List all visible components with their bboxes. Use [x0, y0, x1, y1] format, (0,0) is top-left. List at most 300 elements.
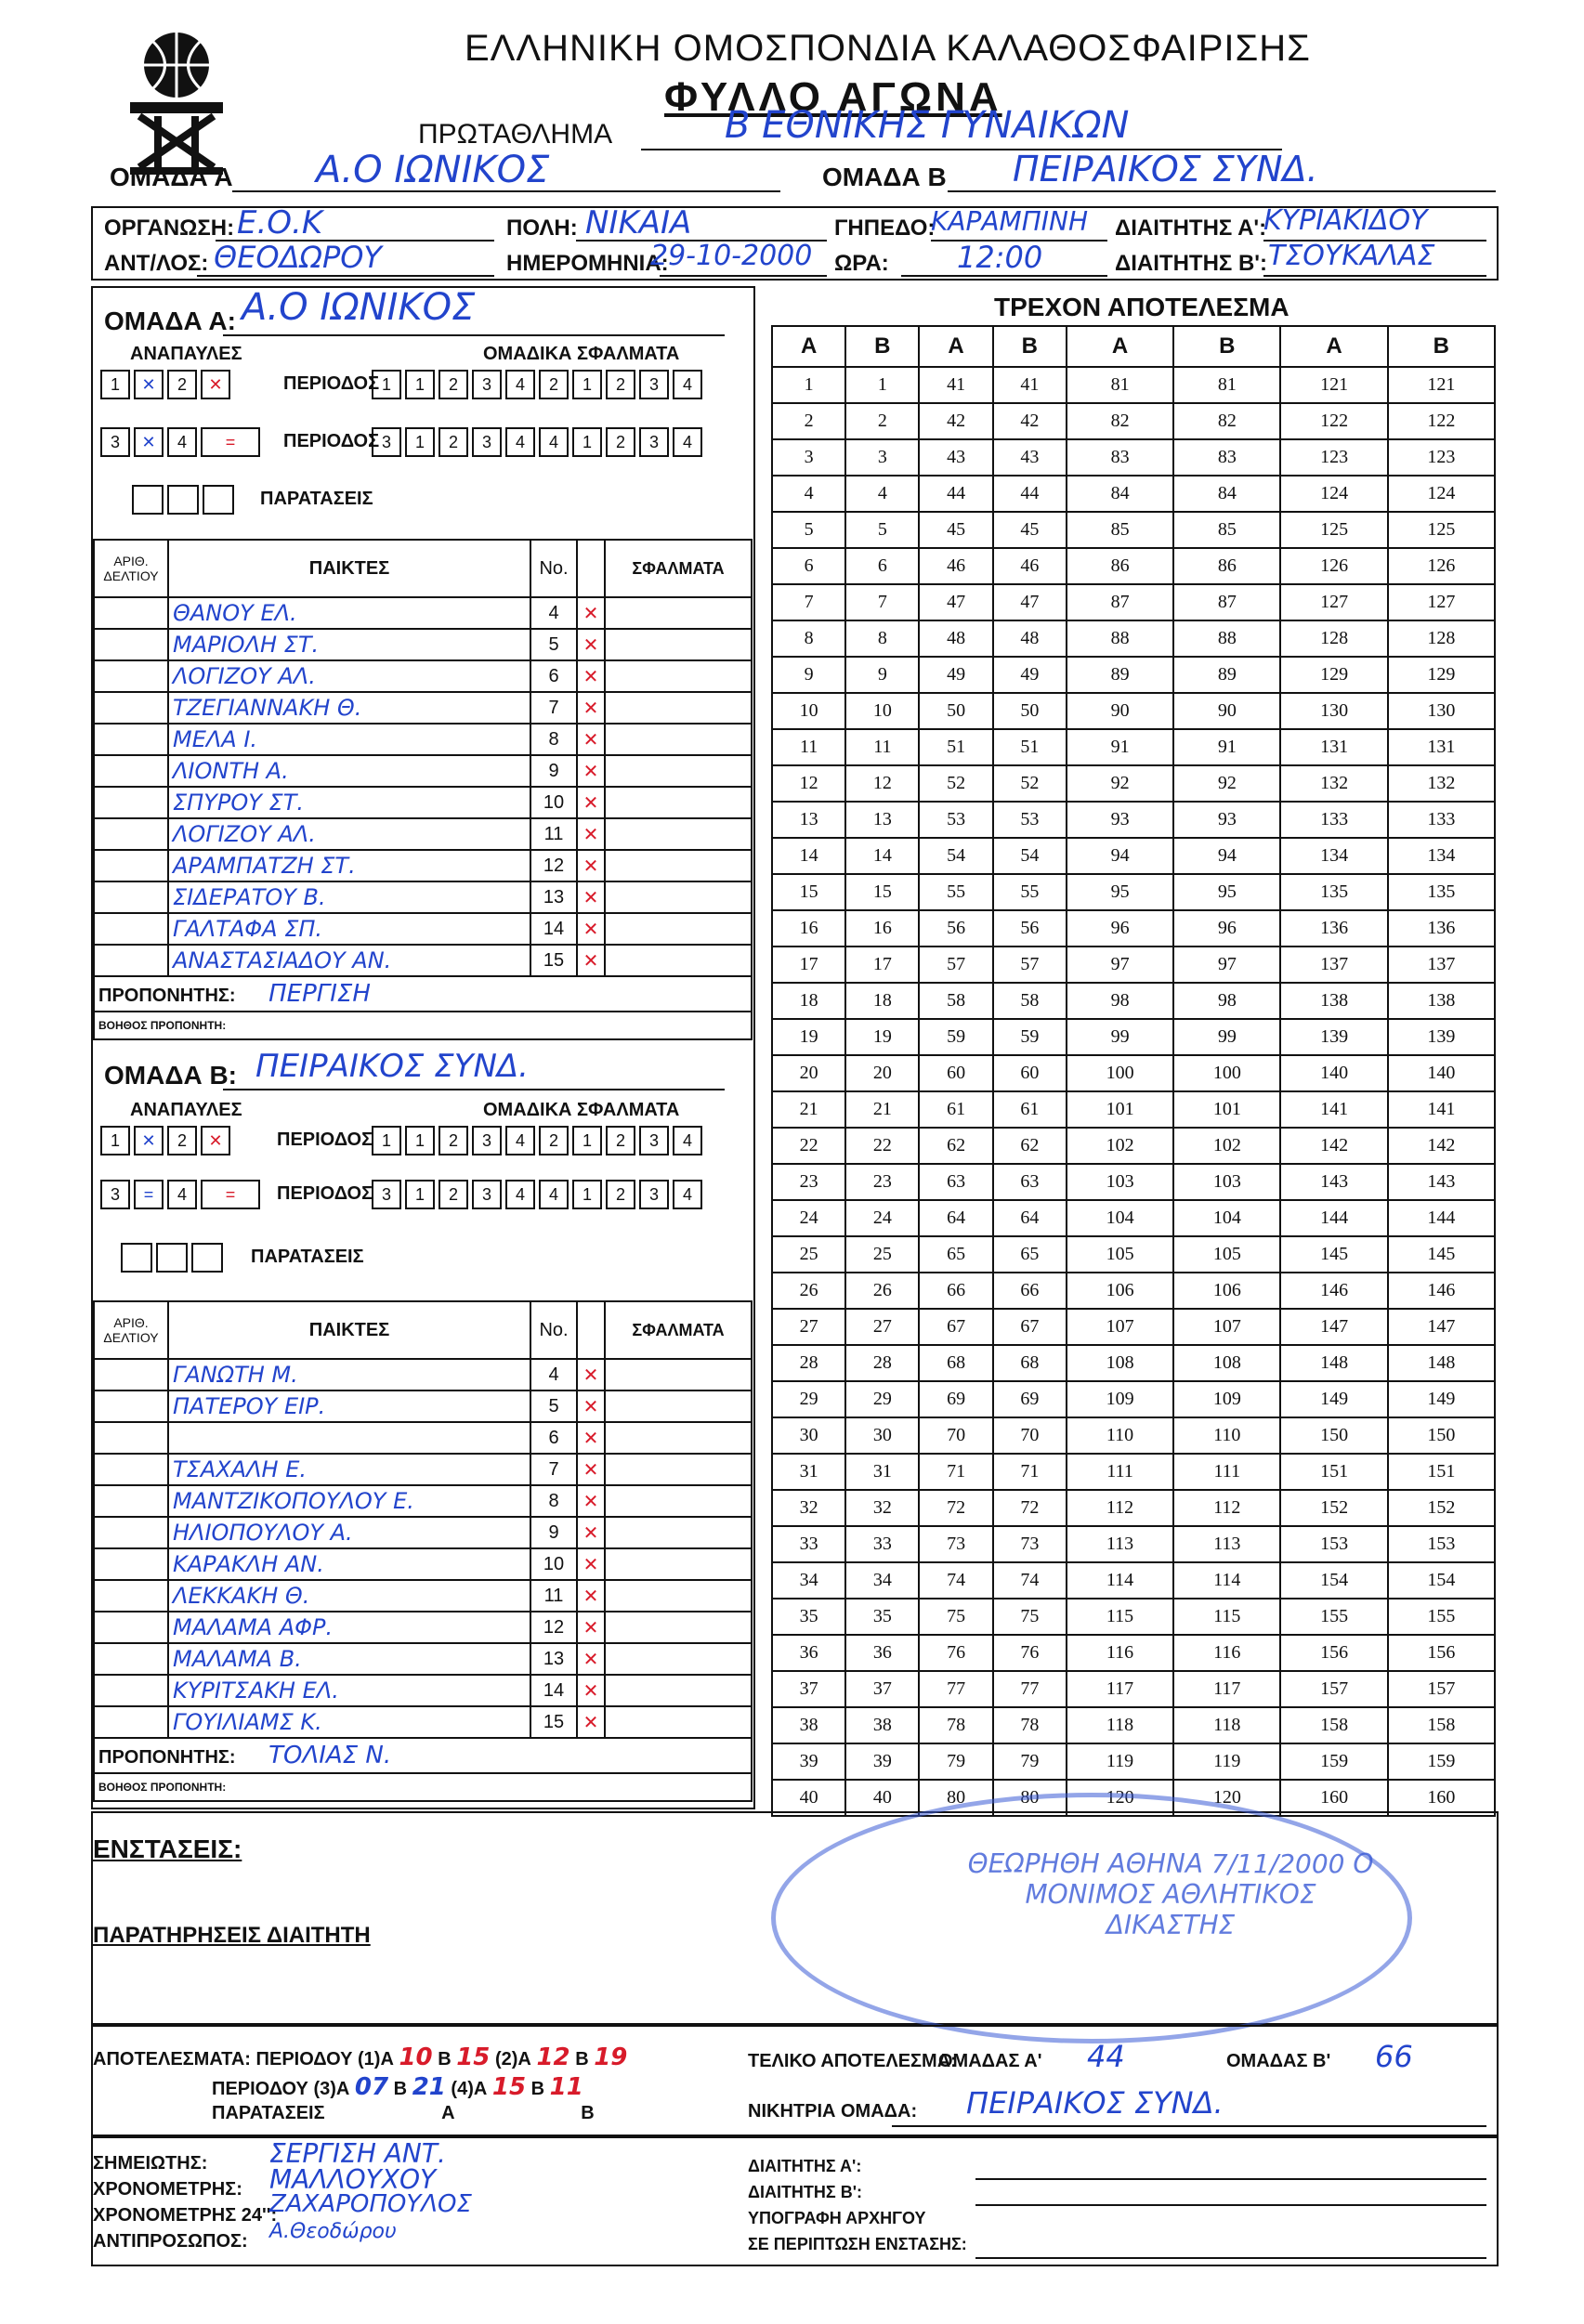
player-fouls-cell[interactable]: [605, 1643, 752, 1675]
score-cell[interactable]: 61: [919, 1091, 992, 1128]
player-name[interactable]: ΜΑΛΑΜΑ Β.: [168, 1643, 530, 1675]
score-cell[interactable]: 116: [1067, 1635, 1173, 1671]
score-cell[interactable]: 76: [919, 1635, 992, 1671]
score-cell[interactable]: 87: [1067, 584, 1173, 620]
score-cell[interactable]: 43: [993, 439, 1067, 476]
score-cell[interactable]: 143: [1280, 1164, 1387, 1200]
license-cell[interactable]: [94, 597, 168, 629]
player-fouls-cell[interactable]: [605, 1580, 752, 1612]
score-cell[interactable]: 145: [1388, 1236, 1495, 1273]
license-cell[interactable]: [94, 755, 168, 787]
score-cell[interactable]: 118: [1173, 1707, 1280, 1743]
score-cell[interactable]: 75: [919, 1599, 992, 1635]
score-cell[interactable]: 35: [845, 1599, 919, 1635]
license-cell[interactable]: [94, 818, 168, 850]
score-cell[interactable]: 127: [1280, 584, 1387, 620]
score-cell[interactable]: 130: [1388, 693, 1495, 729]
player-name[interactable]: ΣΠΥΡΟΥ ΣΤ.: [168, 787, 530, 818]
player-fouls-cell[interactable]: [605, 1706, 752, 1738]
score-cell[interactable]: 11: [845, 729, 919, 765]
license-cell[interactable]: [94, 1643, 168, 1675]
score-cell[interactable]: 26: [772, 1273, 845, 1309]
player-name[interactable]: ΜΑΛΑΜΑ ΑΦΡ.: [168, 1612, 530, 1643]
score-cell[interactable]: 9: [772, 657, 845, 693]
player-fouls-cell[interactable]: [605, 1548, 752, 1580]
score-cell[interactable]: 117: [1173, 1671, 1280, 1707]
score-cell[interactable]: 63: [919, 1164, 992, 1200]
score-cell[interactable]: 96: [1173, 910, 1280, 947]
score-cell[interactable]: 6: [845, 548, 919, 584]
score-cell[interactable]: 4: [845, 476, 919, 512]
score-cell[interactable]: 17: [772, 947, 845, 983]
score-cell[interactable]: 44: [919, 476, 992, 512]
score-cell[interactable]: 92: [1173, 765, 1280, 802]
score-cell[interactable]: 4: [772, 476, 845, 512]
score-cell[interactable]: 101: [1067, 1091, 1173, 1128]
score-cell[interactable]: 94: [1173, 838, 1280, 874]
score-cell[interactable]: 83: [1173, 439, 1280, 476]
score-cell[interactable]: 15: [772, 874, 845, 910]
score-cell[interactable]: 146: [1280, 1273, 1387, 1309]
starter-mark[interactable]: ✕: [577, 913, 605, 945]
score-cell[interactable]: 38: [772, 1707, 845, 1743]
score-cell[interactable]: 57: [919, 947, 992, 983]
score-cell[interactable]: 157: [1388, 1671, 1495, 1707]
score-cell[interactable]: 56: [993, 910, 1067, 947]
starter-mark[interactable]: ✕: [577, 1643, 605, 1675]
score-cell[interactable]: 139: [1388, 1019, 1495, 1055]
score-cell[interactable]: 136: [1388, 910, 1495, 947]
score-cell[interactable]: 120: [1067, 1780, 1173, 1816]
starter-mark[interactable]: ✕: [577, 724, 605, 755]
score-cell[interactable]: 148: [1388, 1345, 1495, 1381]
score-cell[interactable]: 156: [1280, 1635, 1387, 1671]
score-cell[interactable]: 54: [993, 838, 1067, 874]
score-cell[interactable]: 21: [772, 1091, 845, 1128]
score-cell[interactable]: 148: [1280, 1345, 1387, 1381]
player-fouls-cell[interactable]: [605, 818, 752, 850]
score-cell[interactable]: 140: [1280, 1055, 1387, 1091]
score-cell[interactable]: 56: [919, 910, 992, 947]
score-cell[interactable]: 17: [845, 947, 919, 983]
score-cell[interactable]: 156: [1388, 1635, 1495, 1671]
license-cell[interactable]: [94, 945, 168, 976]
score-cell[interactable]: 70: [993, 1417, 1067, 1454]
score-cell[interactable]: 111: [1067, 1454, 1173, 1490]
score-cell[interactable]: 78: [993, 1707, 1067, 1743]
score-cell[interactable]: 109: [1173, 1381, 1280, 1417]
score-cell[interactable]: 72: [919, 1490, 992, 1526]
starter-mark[interactable]: ✕: [577, 1517, 605, 1548]
score-cell[interactable]: 102: [1067, 1128, 1173, 1164]
score-cell[interactable]: 105: [1173, 1236, 1280, 1273]
score-cell[interactable]: 31: [772, 1454, 845, 1490]
starter-mark[interactable]: ✕: [577, 1454, 605, 1485]
player-name[interactable]: ΗΛΙΟΠΟΥΛΟΥ Α.: [168, 1517, 530, 1548]
score-cell[interactable]: 131: [1388, 729, 1495, 765]
score-cell[interactable]: 3: [772, 439, 845, 476]
score-cell[interactable]: 64: [993, 1200, 1067, 1236]
score-cell[interactable]: 129: [1388, 657, 1495, 693]
score-cell[interactable]: 22: [772, 1128, 845, 1164]
score-cell[interactable]: 21: [845, 1091, 919, 1128]
score-cell[interactable]: 97: [1067, 947, 1173, 983]
license-cell[interactable]: [94, 1612, 168, 1643]
score-cell[interactable]: 69: [919, 1381, 992, 1417]
score-cell[interactable]: 107: [1173, 1309, 1280, 1345]
player-name[interactable]: ΣΙΔΕΡΑΤΟΥ Β.: [168, 881, 530, 913]
score-cell[interactable]: 119: [1067, 1743, 1173, 1780]
score-cell[interactable]: 89: [1067, 657, 1173, 693]
score-cell[interactable]: 39: [772, 1743, 845, 1780]
score-cell[interactable]: 65: [919, 1236, 992, 1273]
player-fouls-cell[interactable]: [605, 755, 752, 787]
score-cell[interactable]: 135: [1280, 874, 1387, 910]
score-cell[interactable]: 5: [845, 512, 919, 548]
score-cell[interactable]: 85: [1173, 512, 1280, 548]
score-cell[interactable]: 40: [772, 1780, 845, 1816]
score-cell[interactable]: 116: [1173, 1635, 1280, 1671]
score-cell[interactable]: 74: [993, 1562, 1067, 1599]
score-cell[interactable]: 107: [1067, 1309, 1173, 1345]
score-cell[interactable]: 138: [1388, 983, 1495, 1019]
score-cell[interactable]: 62: [993, 1128, 1067, 1164]
score-cell[interactable]: 8: [772, 620, 845, 657]
score-cell[interactable]: 108: [1173, 1345, 1280, 1381]
score-cell[interactable]: 74: [919, 1562, 992, 1599]
player-fouls-cell[interactable]: [605, 1517, 752, 1548]
license-cell[interactable]: [94, 1548, 168, 1580]
license-cell[interactable]: [94, 1454, 168, 1485]
score-cell[interactable]: 134: [1388, 838, 1495, 874]
player-name[interactable]: ΘΑΝΟΥ ΕΛ.: [168, 597, 530, 629]
score-cell[interactable]: 59: [993, 1019, 1067, 1055]
score-cell[interactable]: 151: [1388, 1454, 1495, 1490]
score-cell[interactable]: 84: [1173, 476, 1280, 512]
player-name[interactable]: ΑΝΑΣΤΑΣΙΑΔΟΥ ΑΝ.: [168, 945, 530, 976]
score-cell[interactable]: 140: [1388, 1055, 1495, 1091]
score-cell[interactable]: 93: [1173, 802, 1280, 838]
license-cell[interactable]: [94, 1390, 168, 1422]
score-cell[interactable]: 152: [1280, 1490, 1387, 1526]
score-cell[interactable]: 31: [845, 1454, 919, 1490]
starter-mark[interactable]: ✕: [577, 755, 605, 787]
player-fouls-cell[interactable]: [605, 787, 752, 818]
player-name[interactable]: ΛΟΓΙΖΟΥ ΑΛ.: [168, 818, 530, 850]
starter-mark[interactable]: ✕: [577, 692, 605, 724]
player-fouls-cell[interactable]: [605, 1675, 752, 1706]
score-cell[interactable]: 52: [919, 765, 992, 802]
player-name[interactable]: ΤΣΑΧΑΛΗ Ε.: [168, 1454, 530, 1485]
starter-mark[interactable]: ✕: [577, 1706, 605, 1738]
player-fouls-cell[interactable]: [605, 1390, 752, 1422]
score-cell[interactable]: 141: [1388, 1091, 1495, 1128]
score-cell[interactable]: 32: [845, 1490, 919, 1526]
player-name[interactable]: ΚΑΡΑΚΛΗ ΑΝ.: [168, 1548, 530, 1580]
player-fouls-cell[interactable]: [605, 629, 752, 660]
score-cell[interactable]: 65: [993, 1236, 1067, 1273]
score-cell[interactable]: 157: [1280, 1671, 1387, 1707]
starter-mark[interactable]: ✕: [577, 945, 605, 976]
score-cell[interactable]: 9: [845, 657, 919, 693]
score-cell[interactable]: 80: [993, 1780, 1067, 1816]
score-cell[interactable]: 137: [1388, 947, 1495, 983]
license-cell[interactable]: [94, 881, 168, 913]
score-cell[interactable]: 113: [1067, 1526, 1173, 1562]
score-cell[interactable]: 132: [1280, 765, 1387, 802]
player-fouls-cell[interactable]: [605, 1359, 752, 1390]
score-cell[interactable]: 71: [993, 1454, 1067, 1490]
starter-mark[interactable]: ✕: [577, 629, 605, 660]
score-cell[interactable]: 3: [845, 439, 919, 476]
score-cell[interactable]: 113: [1173, 1526, 1280, 1562]
starter-mark[interactable]: ✕: [577, 1612, 605, 1643]
score-cell[interactable]: 103: [1067, 1164, 1173, 1200]
starter-mark[interactable]: ✕: [577, 1675, 605, 1706]
score-cell[interactable]: 27: [845, 1309, 919, 1345]
score-cell[interactable]: 57: [993, 947, 1067, 983]
score-cell[interactable]: 81: [1173, 367, 1280, 403]
score-cell[interactable]: 93: [1067, 802, 1173, 838]
score-cell[interactable]: 147: [1280, 1309, 1387, 1345]
score-cell[interactable]: 121: [1280, 367, 1387, 403]
score-cell[interactable]: 114: [1067, 1562, 1173, 1599]
score-cell[interactable]: 36: [845, 1635, 919, 1671]
score-cell[interactable]: 92: [1067, 765, 1173, 802]
score-cell[interactable]: 100: [1173, 1055, 1280, 1091]
score-cell[interactable]: 38: [845, 1707, 919, 1743]
score-cell[interactable]: 51: [919, 729, 992, 765]
player-name[interactable]: ΚΥΡΙΤΣΑΚΗ ΕΛ.: [168, 1675, 530, 1706]
score-cell[interactable]: 124: [1388, 476, 1495, 512]
score-cell[interactable]: 154: [1280, 1562, 1387, 1599]
score-cell[interactable]: 160: [1280, 1780, 1387, 1816]
score-cell[interactable]: 19: [845, 1019, 919, 1055]
player-fouls-cell[interactable]: [605, 1454, 752, 1485]
player-name[interactable]: ΜΑΝΤΖΙΚΟΠΟΥΛΟΥ Ε.: [168, 1485, 530, 1517]
score-cell[interactable]: 24: [772, 1200, 845, 1236]
score-cell[interactable]: 99: [1173, 1019, 1280, 1055]
score-cell[interactable]: 78: [919, 1707, 992, 1743]
score-cell[interactable]: 55: [919, 874, 992, 910]
score-cell[interactable]: 154: [1388, 1562, 1495, 1599]
score-cell[interactable]: 98: [1173, 983, 1280, 1019]
score-cell[interactable]: 96: [1067, 910, 1173, 947]
score-cell[interactable]: 128: [1388, 620, 1495, 657]
score-cell[interactable]: 70: [919, 1417, 992, 1454]
score-cell[interactable]: 66: [919, 1273, 992, 1309]
starter-mark[interactable]: ✕: [577, 1390, 605, 1422]
score-cell[interactable]: 58: [919, 983, 992, 1019]
starter-mark[interactable]: ✕: [577, 597, 605, 629]
player-fouls-cell[interactable]: [605, 1612, 752, 1643]
score-cell[interactable]: 16: [772, 910, 845, 947]
score-cell[interactable]: 23: [772, 1164, 845, 1200]
starter-mark[interactable]: ✕: [577, 1485, 605, 1517]
score-cell[interactable]: 66: [993, 1273, 1067, 1309]
score-cell[interactable]: 50: [993, 693, 1067, 729]
score-cell[interactable]: 30: [772, 1417, 845, 1454]
license-cell[interactable]: [94, 1580, 168, 1612]
score-cell[interactable]: 115: [1173, 1599, 1280, 1635]
score-cell[interactable]: 114: [1173, 1562, 1280, 1599]
score-cell[interactable]: 45: [919, 512, 992, 548]
player-name[interactable]: [168, 1422, 530, 1454]
score-cell[interactable]: 18: [772, 983, 845, 1019]
score-cell[interactable]: 58: [993, 983, 1067, 1019]
score-cell[interactable]: 130: [1280, 693, 1387, 729]
score-cell[interactable]: 139: [1280, 1019, 1387, 1055]
score-cell[interactable]: 123: [1280, 439, 1387, 476]
score-cell[interactable]: 159: [1388, 1743, 1495, 1780]
score-cell[interactable]: 48: [993, 620, 1067, 657]
score-cell[interactable]: 146: [1388, 1273, 1495, 1309]
score-cell[interactable]: 112: [1067, 1490, 1173, 1526]
score-cell[interactable]: 85: [1067, 512, 1173, 548]
license-cell[interactable]: [94, 629, 168, 660]
score-cell[interactable]: 121: [1388, 367, 1495, 403]
score-cell[interactable]: 71: [919, 1454, 992, 1490]
score-cell[interactable]: 122: [1280, 403, 1387, 439]
score-cell[interactable]: 68: [919, 1345, 992, 1381]
license-cell[interactable]: [94, 660, 168, 692]
score-cell[interactable]: 77: [919, 1671, 992, 1707]
score-cell[interactable]: 103: [1173, 1164, 1280, 1200]
score-cell[interactable]: 2: [845, 403, 919, 439]
starter-mark[interactable]: ✕: [577, 1359, 605, 1390]
score-cell[interactable]: 144: [1388, 1200, 1495, 1236]
timeout-1-checkbox[interactable]: 1: [100, 370, 130, 399]
score-cell[interactable]: 111: [1173, 1454, 1280, 1490]
timeout-1-mark[interactable]: ✕: [134, 370, 164, 399]
score-cell[interactable]: 16: [845, 910, 919, 947]
score-cell[interactable]: 150: [1280, 1417, 1387, 1454]
score-cell[interactable]: 142: [1280, 1128, 1387, 1164]
score-cell[interactable]: 151: [1280, 1454, 1387, 1490]
player-name[interactable]: ΠΑΤΕΡΟΥ ΕΙΡ.: [168, 1390, 530, 1422]
player-name[interactable]: ΑΡΑΜΠΑΤΖΗ ΣΤ.: [168, 850, 530, 881]
score-cell[interactable]: 34: [772, 1562, 845, 1599]
license-cell[interactable]: [94, 913, 168, 945]
score-cell[interactable]: 49: [993, 657, 1067, 693]
score-cell[interactable]: 42: [919, 403, 992, 439]
player-fouls-cell[interactable]: [605, 1422, 752, 1454]
score-cell[interactable]: 40: [845, 1780, 919, 1816]
score-cell[interactable]: 90: [1173, 693, 1280, 729]
score-cell[interactable]: 123: [1388, 439, 1495, 476]
score-cell[interactable]: 19: [772, 1019, 845, 1055]
score-cell[interactable]: 41: [993, 367, 1067, 403]
score-cell[interactable]: 158: [1280, 1707, 1387, 1743]
score-cell[interactable]: 18: [845, 983, 919, 1019]
score-cell[interactable]: 124: [1280, 476, 1387, 512]
score-cell[interactable]: 106: [1173, 1273, 1280, 1309]
license-cell[interactable]: [94, 692, 168, 724]
score-cell[interactable]: 149: [1280, 1381, 1387, 1417]
score-cell[interactable]: 13: [772, 802, 845, 838]
score-cell[interactable]: 108: [1067, 1345, 1173, 1381]
score-cell[interactable]: 110: [1067, 1417, 1173, 1454]
score-cell[interactable]: 14: [772, 838, 845, 874]
score-cell[interactable]: 95: [1067, 874, 1173, 910]
score-cell[interactable]: 126: [1388, 548, 1495, 584]
score-cell[interactable]: 30: [845, 1417, 919, 1454]
score-cell[interactable]: 47: [993, 584, 1067, 620]
score-cell[interactable]: 5: [772, 512, 845, 548]
player-fouls-cell[interactable]: [605, 660, 752, 692]
score-cell[interactable]: 32: [772, 1490, 845, 1526]
player-fouls-cell[interactable]: [605, 1485, 752, 1517]
score-cell[interactable]: 23: [845, 1164, 919, 1200]
score-cell[interactable]: 82: [1173, 403, 1280, 439]
score-cell[interactable]: 15: [845, 874, 919, 910]
score-cell[interactable]: 20: [845, 1055, 919, 1091]
starter-mark[interactable]: ✕: [577, 660, 605, 692]
score-cell[interactable]: 72: [993, 1490, 1067, 1526]
score-cell[interactable]: 2: [772, 403, 845, 439]
score-cell[interactable]: 75: [993, 1599, 1067, 1635]
score-cell[interactable]: 155: [1280, 1599, 1387, 1635]
score-cell[interactable]: 7: [845, 584, 919, 620]
score-cell[interactable]: 91: [1173, 729, 1280, 765]
score-cell[interactable]: 28: [845, 1345, 919, 1381]
score-cell[interactable]: 134: [1280, 838, 1387, 874]
score-cell[interactable]: 26: [845, 1273, 919, 1309]
score-cell[interactable]: 101: [1173, 1091, 1280, 1128]
score-cell[interactable]: 86: [1067, 548, 1173, 584]
score-cell[interactable]: 95: [1173, 874, 1280, 910]
score-cell[interactable]: 1: [772, 367, 845, 403]
score-cell[interactable]: 55: [993, 874, 1067, 910]
starter-mark[interactable]: ✕: [577, 1422, 605, 1454]
score-cell[interactable]: 127: [1388, 584, 1495, 620]
starter-mark[interactable]: ✕: [577, 881, 605, 913]
score-cell[interactable]: 94: [1067, 838, 1173, 874]
score-cell[interactable]: 112: [1173, 1490, 1280, 1526]
player-fouls-cell[interactable]: [605, 945, 752, 976]
score-cell[interactable]: 52: [993, 765, 1067, 802]
score-cell[interactable]: 105: [1067, 1236, 1173, 1273]
score-cell[interactable]: 147: [1388, 1309, 1495, 1345]
player-fouls-cell[interactable]: [605, 724, 752, 755]
score-cell[interactable]: 100: [1067, 1055, 1173, 1091]
score-cell[interactable]: 8: [845, 620, 919, 657]
score-cell[interactable]: 91: [1067, 729, 1173, 765]
license-cell[interactable]: [94, 1517, 168, 1548]
score-cell[interactable]: 136: [1280, 910, 1387, 947]
score-cell[interactable]: 33: [772, 1526, 845, 1562]
score-cell[interactable]: 131: [1280, 729, 1387, 765]
score-cell[interactable]: 33: [845, 1526, 919, 1562]
score-cell[interactable]: 29: [845, 1381, 919, 1417]
score-cell[interactable]: 67: [993, 1309, 1067, 1345]
score-cell[interactable]: 145: [1280, 1236, 1387, 1273]
score-cell[interactable]: 104: [1067, 1200, 1173, 1236]
score-cell[interactable]: 122: [1388, 403, 1495, 439]
starter-mark[interactable]: ✕: [577, 1580, 605, 1612]
score-cell[interactable]: 142: [1388, 1128, 1495, 1164]
score-cell[interactable]: 11: [772, 729, 845, 765]
score-cell[interactable]: 84: [1067, 476, 1173, 512]
score-cell[interactable]: 104: [1173, 1200, 1280, 1236]
score-cell[interactable]: 64: [919, 1200, 992, 1236]
score-cell[interactable]: 12: [772, 765, 845, 802]
score-cell[interactable]: 152: [1388, 1490, 1495, 1526]
score-cell[interactable]: 129: [1280, 657, 1387, 693]
score-cell[interactable]: 137: [1280, 947, 1387, 983]
score-cell[interactable]: 143: [1388, 1164, 1495, 1200]
score-cell[interactable]: 7: [772, 584, 845, 620]
